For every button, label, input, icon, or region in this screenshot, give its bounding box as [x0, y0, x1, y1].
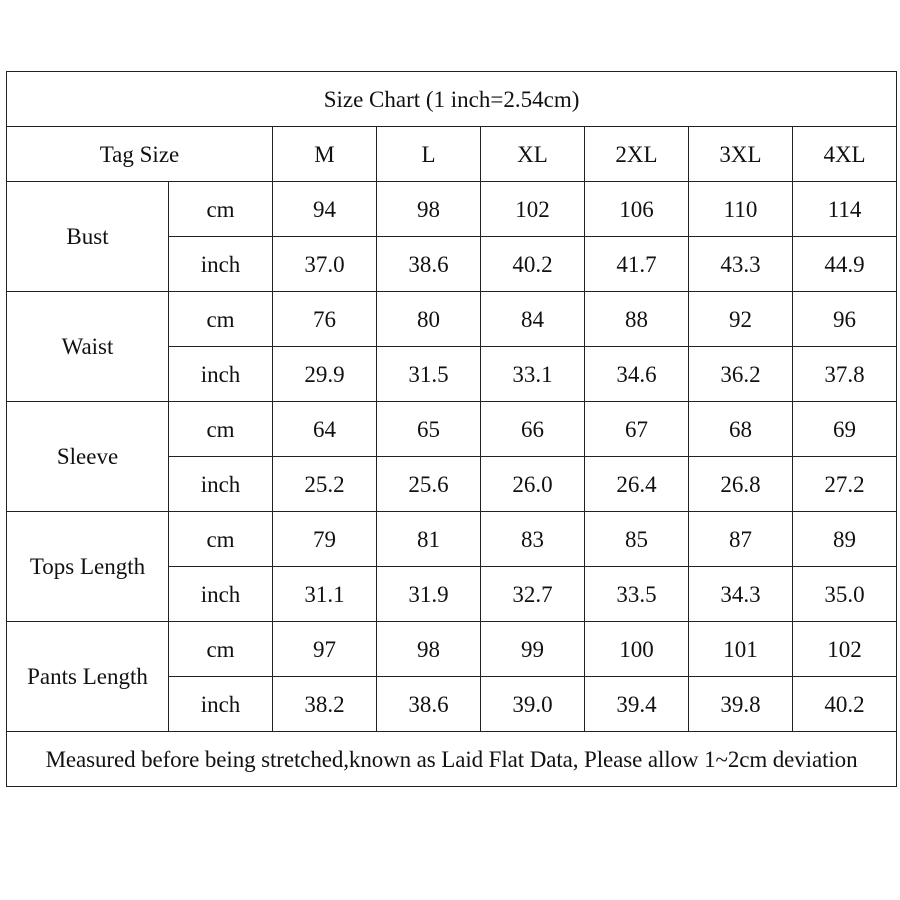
- size-value-cell: 31.9: [377, 567, 481, 622]
- size-chart-body: [7, 72, 897, 787]
- size-value-cell: 41.7: [585, 237, 689, 292]
- size-value-cell: 39.4: [585, 677, 689, 732]
- size-value-cell: 88: [585, 292, 689, 347]
- size-value-cell: 32.7: [481, 567, 585, 622]
- size-value-cell: 38.2: [273, 677, 377, 732]
- size-value-cell: 67: [585, 402, 689, 457]
- size-value-cell: 66: [481, 402, 585, 457]
- size-value-cell: 43.3: [689, 237, 793, 292]
- size-value-cell: 114: [793, 182, 897, 237]
- size-value-cell: 92: [689, 292, 793, 347]
- size-value-cell: 76: [273, 292, 377, 347]
- size-value-cell: 33.5: [585, 567, 689, 622]
- measurement-row: [7, 402, 897, 457]
- unit-label: cm: [169, 512, 273, 567]
- size-value-cell: 40.2: [481, 237, 585, 292]
- tag-size-label: Tag Size: [7, 127, 273, 182]
- measurement-name: Pants Length: [7, 622, 169, 732]
- size-value-cell: 31.5: [377, 347, 481, 402]
- footer-row: [7, 732, 897, 787]
- unit-label: cm: [169, 292, 273, 347]
- size-value-cell: 35.0: [793, 567, 897, 622]
- size-value-cell: 81: [377, 512, 481, 567]
- size-value-cell: 40.2: [793, 677, 897, 732]
- size-value-cell: 96: [793, 292, 897, 347]
- unit-label: inch: [169, 677, 273, 732]
- size-value-cell: 25.6: [377, 457, 481, 512]
- size-value-cell: 98: [377, 622, 481, 677]
- size-value-cell: 31.1: [273, 567, 377, 622]
- unit-label: cm: [169, 402, 273, 457]
- measurement-name: Waist: [7, 292, 169, 402]
- size-header-m: M: [273, 127, 377, 182]
- size-value-cell: 38.6: [377, 677, 481, 732]
- size-value-cell: 87: [689, 512, 793, 567]
- size-value-cell: 99: [481, 622, 585, 677]
- unit-label: cm: [169, 182, 273, 237]
- size-value-cell: 37.8: [793, 347, 897, 402]
- size-value-cell: 106: [585, 182, 689, 237]
- unit-label: cm: [169, 622, 273, 677]
- size-value-cell: 39.8: [689, 677, 793, 732]
- size-value-cell: 79: [273, 512, 377, 567]
- header-row: [7, 127, 897, 182]
- unit-label: inch: [169, 237, 273, 292]
- size-value-cell: 26.4: [585, 457, 689, 512]
- size-value-cell: 65: [377, 402, 481, 457]
- size-header-4xl: 4XL: [793, 127, 897, 182]
- measurement-name: Sleeve: [7, 402, 169, 512]
- size-value-cell: 97: [273, 622, 377, 677]
- size-value-cell: 83: [481, 512, 585, 567]
- size-value-cell: 102: [793, 622, 897, 677]
- chart-title: Size Chart (1 inch=2.54cm): [7, 72, 897, 127]
- size-value-cell: 68: [689, 402, 793, 457]
- measurement-row: [7, 512, 897, 567]
- size-value-cell: 64: [273, 402, 377, 457]
- size-value-cell: 44.9: [793, 237, 897, 292]
- deviation-note: Measured before being stretched,known as Laid Flat Data, Please allow 1~2cm deviation: [7, 732, 897, 787]
- size-value-cell: 36.2: [689, 347, 793, 402]
- size-value-cell: 37.0: [273, 237, 377, 292]
- measurement-name: Tops Length: [7, 512, 169, 622]
- size-value-cell: 80: [377, 292, 481, 347]
- size-value-cell: 38.6: [377, 237, 481, 292]
- size-value-cell: 85: [585, 512, 689, 567]
- size-value-cell: 27.2: [793, 457, 897, 512]
- size-value-cell: 84: [481, 292, 585, 347]
- measurement-row: [7, 292, 897, 347]
- size-value-cell: 69: [793, 402, 897, 457]
- measurement-row: [7, 182, 897, 237]
- size-header-xl: XL: [481, 127, 585, 182]
- size-header-3xl: 3XL: [689, 127, 793, 182]
- title-row: [7, 72, 897, 127]
- unit-label: inch: [169, 457, 273, 512]
- size-header-l: L: [377, 127, 481, 182]
- measurement-name: Bust: [7, 182, 169, 292]
- size-header-2xl: 2XL: [585, 127, 689, 182]
- size-value-cell: 33.1: [481, 347, 585, 402]
- size-value-cell: 34.6: [585, 347, 689, 402]
- size-value-cell: 25.2: [273, 457, 377, 512]
- size-value-cell: 102: [481, 182, 585, 237]
- size-value-cell: 34.3: [689, 567, 793, 622]
- size-chart-table: [6, 71, 897, 787]
- unit-label: inch: [169, 347, 273, 402]
- size-value-cell: 26.0: [481, 457, 585, 512]
- unit-label: inch: [169, 567, 273, 622]
- size-value-cell: 89: [793, 512, 897, 567]
- measurement-row: [7, 622, 897, 677]
- size-value-cell: 110: [689, 182, 793, 237]
- size-value-cell: 98: [377, 182, 481, 237]
- size-value-cell: 26.8: [689, 457, 793, 512]
- size-value-cell: 39.0: [481, 677, 585, 732]
- size-value-cell: 94: [273, 182, 377, 237]
- size-value-cell: 100: [585, 622, 689, 677]
- size-value-cell: 101: [689, 622, 793, 677]
- size-value-cell: 29.9: [273, 347, 377, 402]
